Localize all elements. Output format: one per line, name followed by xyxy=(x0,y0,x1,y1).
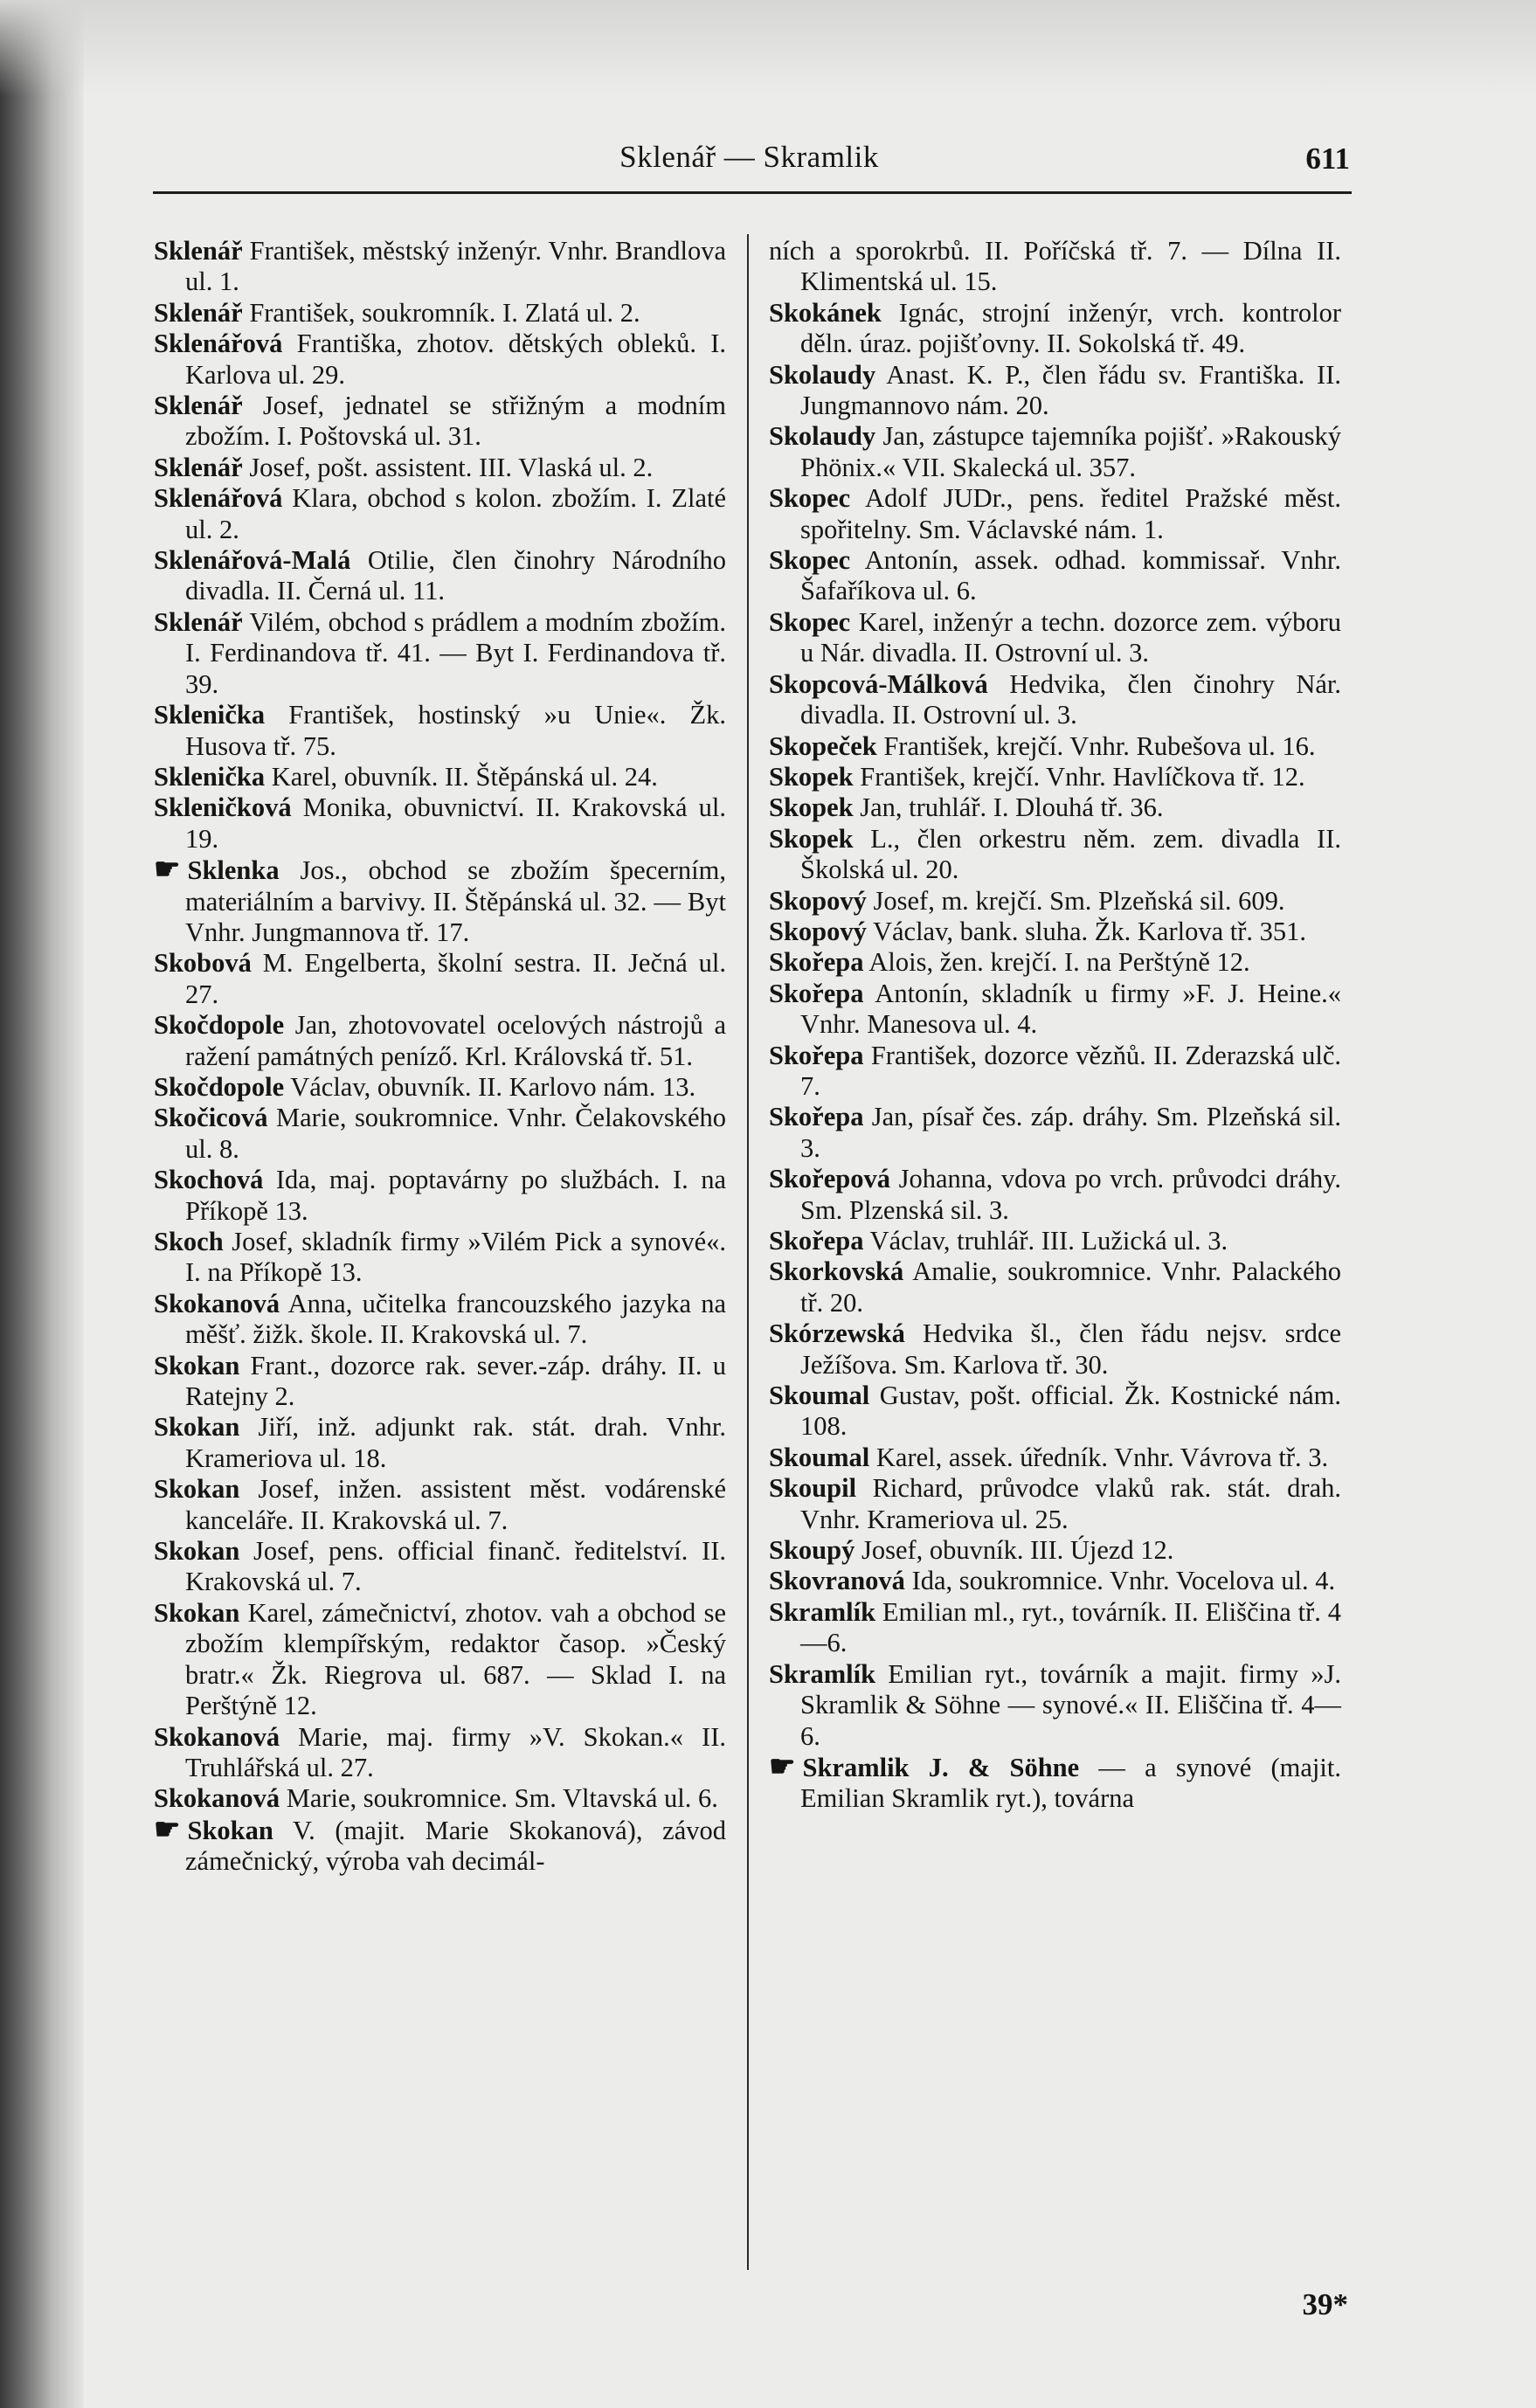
entry-details: Antonín, assek. odhad. kommissař. Vnhr. Šafaříkova ul. 6. xyxy=(800,545,1341,606)
entry-surname: Skopec xyxy=(769,545,851,576)
entry-surname: Skokan xyxy=(154,1597,240,1628)
entry-surname: Skoupý xyxy=(769,1535,855,1566)
entry-details: Josef, inžen. assistent měst. vodárenské kanceláře. II. Krakovská ul. 7. xyxy=(185,1474,726,1535)
entry-surname: Skopeček xyxy=(769,730,877,761)
entry-surname: Skovranová xyxy=(769,1566,905,1596)
entry-surname: Skobová xyxy=(154,948,252,979)
directory-entry xyxy=(769,1256,1341,1318)
entry-surname: Skokan xyxy=(154,1474,240,1505)
entry-details: ních a sporokrbů. II. Poříčská tř. 7. — Dílna II. Klimentská ul. 15. xyxy=(769,236,1341,297)
right-column xyxy=(769,236,1341,1815)
entry-details: Josef, skladník firmy »Vilém Pick a synové«. I. na Příkopě 13. xyxy=(185,1227,726,1288)
running-title: Sklenář — Skramlik xyxy=(619,140,879,174)
entry-details: Jan, zástupce tajemníka pojišť. »Rakouský Phönix.« VII. Skalecká ul. 357. xyxy=(800,421,1341,482)
entry-details: Ida, maj. poptavárny po službách. I. na Příkopě 13. xyxy=(185,1165,726,1226)
directory-entry xyxy=(769,607,1341,669)
entry-details: Jan, zhotovovatel ocelových nástrojů a ražení památných peníző. Krl. Královská tř. 51. xyxy=(185,1010,726,1071)
directory-entry xyxy=(154,453,726,483)
directory-entry xyxy=(154,1227,726,1289)
entry-surname: Skopek xyxy=(769,792,854,823)
entry-details: Jiří, inž. adjunkt rak. stát. drah. Vnhr. Krameriova ul. 18. xyxy=(185,1412,726,1473)
directory-entry xyxy=(769,1380,1341,1443)
entry-details: Marie, soukromnice. Sm. Vltavská ul. 6. xyxy=(280,1783,718,1814)
entry-details: Emilian ryt., továrník a majit. firmy »J. Skramlik & Söhne — synové.« II. Eliščina tř. 4—6. xyxy=(800,1658,1341,1751)
entry-surname: Skokan xyxy=(154,1412,240,1443)
directory-entry xyxy=(154,1289,726,1351)
entry-details: Josef, pošt. assistent. III. Vlaská ul. 2. xyxy=(242,452,654,482)
entry-surname: Sklenářová xyxy=(154,329,283,359)
entry-surname: Skočicová xyxy=(154,1103,268,1133)
entry-surname: Skopový xyxy=(769,916,867,946)
entry-details: M. Engelberta, školní sestra. II. Ječná ul. 27. xyxy=(185,948,726,1009)
entry-surname: Skorkovská xyxy=(769,1256,904,1287)
entry-details: Gustav, pošt. official. Žk. Kostnické nám. 108. xyxy=(800,1380,1341,1442)
entry-surname: Skokanová xyxy=(154,1288,280,1318)
entry-surname: Skopek xyxy=(769,761,854,792)
directory-entry xyxy=(154,545,726,607)
directory-entry xyxy=(154,855,726,948)
entry-surname: Skořepa xyxy=(769,947,864,978)
directory-entry xyxy=(769,1318,1341,1380)
directory-entry xyxy=(154,1165,726,1227)
directory-entry xyxy=(769,1226,1341,1256)
pointing-hand-icon: ☛ xyxy=(154,1813,181,1846)
entry-surname: Skoumal xyxy=(769,1380,870,1411)
directory-entry xyxy=(154,1072,726,1103)
directory-entry xyxy=(154,329,726,391)
directory-entry xyxy=(154,483,726,545)
entry-surname: Skolaudy xyxy=(769,421,876,452)
directory-entry xyxy=(769,1752,1341,1815)
directory-entry xyxy=(154,391,726,453)
entry-surname: Skořepa xyxy=(769,978,864,1008)
directory-entry xyxy=(154,298,726,329)
entry-surname: Skramlík xyxy=(769,1596,876,1627)
directory-entry xyxy=(769,1041,1341,1103)
entry-details: Johanna, vdova po vrch. průvodci dráhy. Sm. Plzenská sil. 3. xyxy=(800,1164,1341,1225)
directory-entry xyxy=(154,607,726,700)
directory-entry xyxy=(769,360,1341,422)
column-divider xyxy=(747,234,749,2270)
entry-surname: Skoch xyxy=(154,1227,224,1256)
entry-details: Jos., obchod se zbožím špecerním, materiálním a barvivy. II. Štěpánská ul. 32. — Byt Vnhr. Jungmannova tř. 17. xyxy=(185,855,726,947)
directory-entry xyxy=(154,1103,726,1165)
entry-details: Richard, průvodce vlaků rak. stát. drah. Vnhr. Krameriova ul. 25. xyxy=(800,1473,1341,1534)
entry-surname: Skleničková xyxy=(154,792,292,823)
entry-surname: Sklenář xyxy=(154,236,243,266)
entry-details: Antonín, skladník u firmy »F. J. Heine.« Vnhr. Manesova ul. 4. xyxy=(800,978,1341,1040)
entry-details: — a synové (majit. Emilian Skramlik ryt.), továrna xyxy=(800,1752,1341,1814)
entry-surname: Skopec xyxy=(769,606,851,637)
entry-details: Václav, obuvník. II. Karlovo nám. 13. xyxy=(284,1071,696,1102)
entry-surname: Sklenička xyxy=(154,761,266,792)
directory-entry xyxy=(769,545,1341,607)
directory-entry xyxy=(769,483,1341,545)
directory-entry xyxy=(154,1722,726,1784)
directory-entry xyxy=(154,762,726,792)
entry-surname: Sklenář xyxy=(154,452,243,482)
entry-surname: Skoupil xyxy=(769,1473,857,1504)
entry-surname: Sklenička xyxy=(154,700,266,730)
directory-entry xyxy=(769,917,1341,947)
entry-details: Karel, zámečnictví, zhotov. vah a obchod se zbožím klempířským, redaktor časop. »Český bratr.« Žk. Riegrova ul. 687. — Sklad I. na Perštýně 12. xyxy=(185,1597,726,1721)
entry-details: František, soukromník. I. Zlatá ul. 2. xyxy=(242,297,640,328)
entry-surname: Skokan xyxy=(154,1536,240,1567)
directory-entry xyxy=(769,669,1341,731)
entry-surname: Skopek xyxy=(769,823,854,854)
directory-entry xyxy=(769,1597,1341,1659)
directory-entry xyxy=(769,886,1341,917)
entry-details: V. (majit. Marie Skokanová), závod zámečnický, výroba vah decimál- xyxy=(185,1815,726,1877)
entry-surname: Skořepa xyxy=(769,1226,864,1256)
entry-details: Josef, m. krejčí. Sm. Plzeňská sil. 609. xyxy=(866,885,1285,916)
directory-entry xyxy=(154,792,726,855)
entry-details: Hedvika šl., člen řádu nejsv. srdce Ježíšova. Sm. Karlova tř. 30. xyxy=(800,1318,1341,1380)
entry-details: Adolf JUDr., pens. ředitel Pražské měst. spořitelny. Sm. Václavské nám. 1. xyxy=(800,483,1341,544)
entry-surname: Skochová xyxy=(154,1165,264,1195)
entry-surname: Skopový xyxy=(769,885,867,916)
directory-entry xyxy=(769,1164,1341,1226)
entry-surname: Skopcová-Málková xyxy=(769,668,988,699)
entry-details: František, krejčí. Vnhr. Rubešova ul. 16. xyxy=(876,730,1316,761)
entry-details: Jan, písař čes. záp. dráhy. Sm. Plzeňská sil. 3. xyxy=(800,1102,1341,1163)
left-column xyxy=(154,236,726,1878)
entry-details: Karel, obuvník. II. Štěpánská ul. 24. xyxy=(265,761,658,792)
directory-entry xyxy=(769,731,1341,762)
entry-details: Vilém, obchod s prádlem a modním zbožím. I. Ferdinandova tř. 41. — Byt I. Ferdinandova tř. 39. xyxy=(185,606,726,699)
entry-details: Marie, soukromnice. Vnhr. Čelakovského ul. 8. xyxy=(185,1103,726,1164)
entry-details: Václav, truhlář. III. Lužická ul. 3. xyxy=(863,1226,1228,1256)
directory-entry xyxy=(769,1535,1341,1566)
entry-details: Frant., dozorce rak. sever.-záp. dráhy. II. u Ratejny 2. xyxy=(185,1350,726,1412)
directory-entry xyxy=(769,1566,1341,1596)
entry-details: Anna, učitelka francouzského jazyka na měšť. žižk. škole. II. Krakovská ul. 7. xyxy=(185,1288,726,1350)
entry-surname: Skoumal xyxy=(769,1442,870,1472)
sheet-signature: 39* xyxy=(1302,2287,1348,2322)
directory-entry xyxy=(769,1102,1341,1164)
entry-surname: Skořepová xyxy=(769,1164,890,1194)
entry-surname: Skramlik J. & Söhne xyxy=(802,1752,1080,1782)
entry-details: Monika, obuvnictví. II. Krakovská ul. 19. xyxy=(185,792,726,854)
entry-surname: Skočdopole xyxy=(154,1071,285,1102)
entry-details: Jan, truhlář. I. Dlouhá tř. 36. xyxy=(853,792,1164,823)
entry-details: Josef, pens. official finanč. ředitelství. II. Krakovská ul. 7. xyxy=(185,1536,726,1597)
page-number: 611 xyxy=(1305,142,1350,176)
directory-entry xyxy=(769,236,1341,298)
directory-entry xyxy=(769,421,1341,483)
directory-entry xyxy=(769,1659,1341,1752)
entry-surname: Skokanová xyxy=(154,1783,280,1814)
entry-surname: Skopec xyxy=(769,483,851,514)
directory-entry xyxy=(769,762,1341,792)
entry-surname: Skočdopole xyxy=(154,1010,285,1041)
directory-entry xyxy=(769,298,1341,360)
entry-surname: Skokan xyxy=(187,1815,273,1845)
entry-details: Karel, assek. úředník. Vnhr. Vávrova tř. 3. xyxy=(869,1442,1329,1472)
directory-entry xyxy=(154,1536,726,1598)
entry-surname: Skokanová xyxy=(154,1721,280,1752)
entry-surname: Skramlík xyxy=(769,1658,876,1689)
entry-details: Alois, žen. krejčí. I. na Perštýně 12. xyxy=(863,947,1250,978)
entry-surname: Skokan xyxy=(154,1350,240,1380)
entry-details: Otilie, člen činohry Národního divadla. II. Černá ul. 11. xyxy=(185,545,726,606)
running-head xyxy=(149,140,1350,183)
entry-details: Ida, soukromnice. Vnhr. Vocelova ul. 4. xyxy=(904,1566,1336,1596)
entry-details: Marie, maj. firmy »V. Skokan.« II. Truhlářská ul. 27. xyxy=(185,1721,726,1782)
entry-surname: Sklenář xyxy=(154,606,243,637)
directory-entry xyxy=(154,1598,726,1722)
entry-surname: Sklenářová xyxy=(154,483,283,514)
entry-details: František, dozorce vězňů. II. Zderazská ulč. 7. xyxy=(800,1040,1341,1101)
directory-entry xyxy=(154,236,726,298)
entry-details: Hedvika, člen činohry Nár. divadla. II. Ostrovní ul. 3. xyxy=(800,668,1341,730)
directory-entry xyxy=(769,947,1341,978)
entry-surname: Sklenář xyxy=(154,391,243,421)
entry-details: František, krejčí. Vnhr. Havlíčkova tř. 12. xyxy=(853,761,1305,792)
directory-entry xyxy=(154,1412,726,1474)
entry-details: L., člen orkestru něm. zem. divadla II. Školská ul. 20. xyxy=(800,823,1341,885)
entry-details: Václav, bank. sluha. Žk. Karlova tř. 351. xyxy=(866,916,1307,946)
entry-surname: Skolaudy xyxy=(769,359,876,390)
entry-details: Ignác, strojní inženýr, vrch. kontrolor děln. úraz. pojišťovny. II. Sokolská tř. 49. xyxy=(800,297,1341,359)
entry-details: František, hostinský »u Unie«. Žk. Husova tř. 75. xyxy=(185,700,726,761)
directory-entry xyxy=(154,1474,726,1536)
entry-surname: Skórzewská xyxy=(769,1318,905,1349)
entry-details: Amalie, soukromnice. Vnhr. Palackého tř. 20. xyxy=(800,1256,1341,1318)
entry-surname: Skořepa xyxy=(769,1102,864,1132)
directory-entry xyxy=(769,1473,1341,1535)
directory-entry xyxy=(154,1010,726,1072)
entry-surname: Skořepa xyxy=(769,1040,864,1070)
entry-details: Josef, obuvník. III. Újezd 12. xyxy=(854,1535,1174,1566)
entry-surname: Sklenář xyxy=(154,297,243,328)
entry-details: Františka, zhotov. dětských obleků. I. Karlova ul. 29. xyxy=(185,329,726,390)
entry-surname: Sklenka xyxy=(187,855,280,886)
directory-entry xyxy=(154,1351,726,1413)
directory-entry xyxy=(769,1443,1341,1473)
header-rule xyxy=(153,191,1352,194)
directory-entry xyxy=(154,700,726,762)
entry-details: Emilian ml., ryt., továrník. II. Eliščina tř. 4—6. xyxy=(800,1596,1341,1658)
pointing-hand-icon: ☛ xyxy=(769,1750,796,1783)
entry-details: Karel, inženýr a techn. dozorce zem. výboru u Nár. divadla. II. Ostrovní ul. 3. xyxy=(800,606,1341,668)
entry-surname: Skokánek xyxy=(769,297,882,328)
entry-details: František, městský inženýr. Vnhr. Brandlova ul. 1. xyxy=(185,236,726,297)
directory-entry xyxy=(769,792,1341,823)
entry-surname: Sklenářová-Malá xyxy=(154,545,351,576)
directory-entry xyxy=(769,824,1341,886)
pointing-hand-icon: ☛ xyxy=(154,854,181,887)
directory-entry xyxy=(154,1783,726,1814)
directory-entry xyxy=(769,979,1341,1041)
directory-entry xyxy=(154,948,726,1010)
entry-details: Anast. K. P., člen řádu sv. Františka. II. Jungmannovo nám. 20. xyxy=(800,359,1341,421)
entry-details: Klara, obchod s kolon. zbožím. I. Zlaté ul. 2. xyxy=(185,483,726,544)
entry-details: Josef, jednatel se střižným a modním zbožím. I. Poštovská ul. 31. xyxy=(185,391,726,452)
directory-entry xyxy=(154,1815,726,1878)
